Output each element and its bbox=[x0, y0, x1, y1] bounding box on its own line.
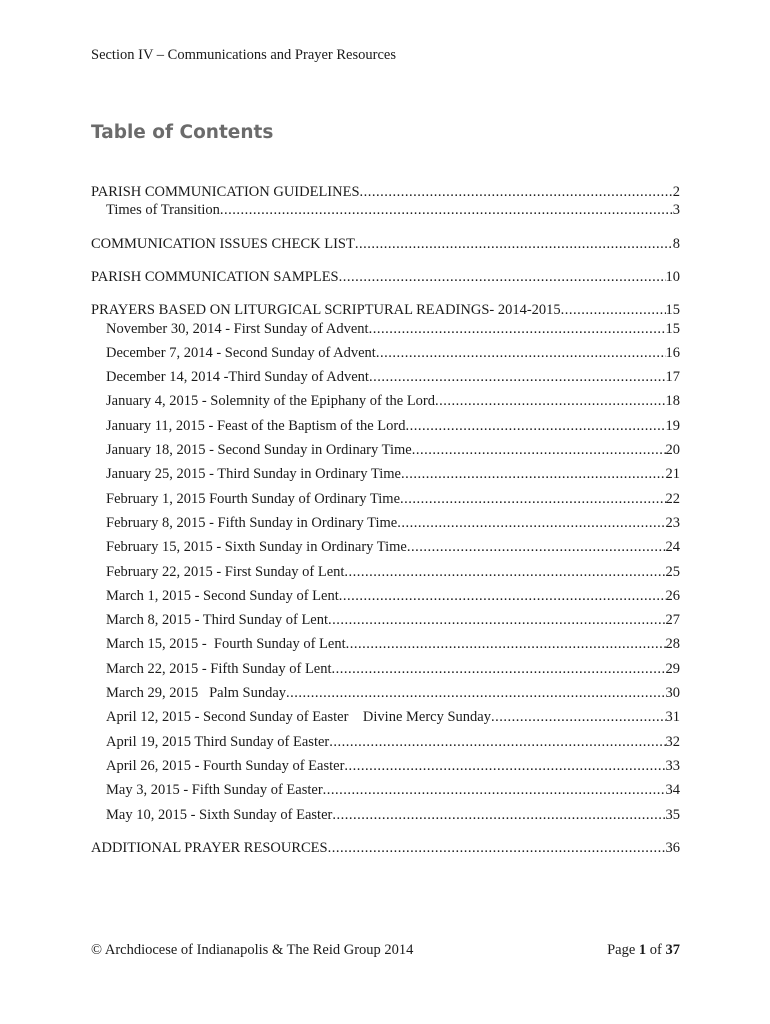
toc-entry-label: February 8, 2015 - Fifth Sunday in Ordinary Time bbox=[106, 515, 398, 531]
toc-entry-label: PARISH COMMUNICATION GUIDELINES bbox=[91, 184, 360, 200]
toc-entry-label: January 18, 2015 - Second Sunday in Ordinary Time bbox=[106, 442, 412, 458]
toc-entry-label: March 15, 2015 - Fourth Sunday of Lent bbox=[106, 636, 346, 652]
toc-entry-label: PRAYERS BASED ON LITURGICAL SCRIPTURAL READINGS- 2014-2015 bbox=[91, 302, 561, 318]
toc-entry-label: January 25, 2015 - Third Sunday in Ordinary Time bbox=[106, 466, 401, 482]
toc-entry-label: January 11, 2015 - Feast of the Baptism of the Lord bbox=[106, 418, 406, 434]
toc-entry[interactable] bbox=[106, 200, 680, 220]
toc-entry-page: 27 bbox=[665, 612, 680, 628]
toc-entry[interactable] bbox=[106, 416, 680, 436]
page-total: 37 bbox=[665, 942, 680, 958]
toc-entry-label: February 22, 2015 - First Sunday of Lent bbox=[106, 564, 345, 580]
toc-leader-dots bbox=[323, 780, 666, 800]
toc-leader-dots bbox=[332, 805, 665, 825]
toc-leader-dots bbox=[355, 234, 673, 254]
toc-leader-dots bbox=[220, 200, 673, 220]
toc-entry-page: 21 bbox=[665, 466, 680, 482]
toc-leader-dots bbox=[376, 343, 666, 363]
toc-entry-label: April 26, 2015 - Fourth Sunday of Easter bbox=[106, 758, 345, 774]
toc-entry[interactable] bbox=[106, 707, 680, 727]
toc-leader-dots bbox=[369, 367, 666, 387]
toc-entry-page: 18 bbox=[665, 393, 680, 409]
toc-leader-dots bbox=[339, 586, 666, 606]
toc-entry[interactable] bbox=[106, 489, 680, 509]
toc-entry[interactable] bbox=[106, 562, 680, 582]
toc-entry[interactable] bbox=[106, 683, 680, 703]
toc-entry[interactable] bbox=[106, 537, 680, 557]
toc-entry-page: 2 bbox=[672, 184, 680, 200]
toc-entry-page: 19 bbox=[665, 418, 680, 434]
toc-entry[interactable] bbox=[91, 838, 680, 858]
toc-leader-dots bbox=[328, 838, 666, 858]
toc-entry-page: 33 bbox=[665, 758, 680, 774]
toc-entry[interactable] bbox=[106, 319, 680, 339]
toc-entry-page: 17 bbox=[665, 369, 680, 385]
toc-entry-label: February 15, 2015 - Sixth Sunday in Ordinary Time bbox=[106, 539, 407, 555]
page-header: Section IV – Communications and Prayer Resources bbox=[91, 47, 396, 63]
toc-entry-label: March 29, 2015 Palm Sunday bbox=[106, 685, 287, 701]
toc-entry-page: 29 bbox=[665, 661, 680, 677]
toc-entry[interactable] bbox=[106, 634, 680, 654]
toc-entry[interactable] bbox=[106, 391, 680, 411]
toc-entry-page: 35 bbox=[665, 807, 680, 823]
toc-entry-page: 32 bbox=[665, 734, 680, 750]
toc-entry[interactable] bbox=[106, 780, 680, 800]
toc-entry[interactable] bbox=[106, 440, 680, 460]
toc-leader-dots bbox=[400, 489, 665, 509]
toc-leader-dots bbox=[286, 683, 665, 703]
toc-leader-dots bbox=[412, 440, 666, 460]
toc-entry-page: 10 bbox=[665, 269, 680, 285]
toc-leader-dots bbox=[397, 513, 665, 533]
toc-entry-page: 31 bbox=[665, 709, 680, 725]
toc-entry-label: April 12, 2015 - Second Sunday of Easter Divine Mercy Sunday bbox=[106, 709, 491, 725]
toc-entry-page: 22 bbox=[665, 491, 680, 507]
toc-entry[interactable] bbox=[106, 805, 680, 825]
toc-entry-label: May 10, 2015 - Sixth Sunday of Easter bbox=[106, 807, 333, 823]
toc-entry-page: 36 bbox=[665, 840, 680, 856]
toc-entry-page: 23 bbox=[665, 515, 680, 531]
toc-leader-dots bbox=[332, 659, 666, 679]
toc-leader-dots bbox=[369, 319, 666, 339]
toc-leader-dots bbox=[401, 464, 666, 484]
toc-entry-page: 26 bbox=[665, 588, 680, 604]
toc-entry[interactable] bbox=[106, 513, 680, 533]
toc-entry-label: December 7, 2014 - Second Sunday of Advent bbox=[106, 345, 376, 361]
toc-entry-page: 30 bbox=[665, 685, 680, 701]
toc-entry-label: March 1, 2015 - Second Sunday of Lent bbox=[106, 588, 339, 604]
toc-entry[interactable] bbox=[106, 732, 680, 752]
toc-entry-page: 34 bbox=[665, 782, 680, 798]
toc-leader-dots bbox=[339, 267, 666, 287]
toc-entry-page: 24 bbox=[665, 539, 680, 555]
toc-entry[interactable] bbox=[106, 756, 680, 776]
page-of: of bbox=[646, 942, 666, 958]
toc-entry[interactable] bbox=[91, 300, 680, 320]
toc-entry[interactable] bbox=[106, 586, 680, 606]
toc-entry-label: ADDITIONAL PRAYER RESOURCES bbox=[91, 840, 328, 856]
toc-leader-dots bbox=[360, 182, 673, 202]
toc-entry-page: 3 bbox=[672, 202, 680, 218]
toc-entry-label: May 3, 2015 - Fifth Sunday of Easter bbox=[106, 782, 323, 798]
toc-entry-page: 16 bbox=[665, 345, 680, 361]
toc-entry-label: April 19, 2015 Third Sunday of Easter bbox=[106, 734, 330, 750]
toc-entry-page: 15 bbox=[665, 321, 680, 337]
toc-leader-dots bbox=[328, 610, 665, 630]
toc-entry[interactable] bbox=[106, 464, 680, 484]
toc-leader-dots bbox=[405, 416, 665, 436]
footer-copyright: © Archdiocese of Indianapolis & The Reid Group 2014 bbox=[91, 942, 414, 958]
toc-entry[interactable] bbox=[106, 659, 680, 679]
toc-entry[interactable] bbox=[91, 267, 680, 287]
toc-entry[interactable] bbox=[106, 367, 680, 387]
toc-leader-dots bbox=[344, 756, 665, 776]
toc-entry-label: March 22, 2015 - Fifth Sunday of Lent bbox=[106, 661, 332, 677]
toc-entry-page: 28 bbox=[665, 636, 680, 652]
toc-entry-label: PARISH COMMUNICATION SAMPLES bbox=[91, 269, 339, 285]
toc-entry-label: November 30, 2014 - First Sunday of Advent bbox=[106, 321, 369, 337]
toc-entry-page: 8 bbox=[672, 236, 680, 252]
toc-entry-page: 15 bbox=[665, 302, 680, 318]
toc-leader-dots bbox=[491, 707, 666, 727]
toc-entry-label: Times of Transition bbox=[106, 202, 220, 218]
toc-leader-dots bbox=[561, 300, 666, 320]
toc-entry-page: 25 bbox=[665, 564, 680, 580]
toc-leader-dots bbox=[435, 391, 665, 411]
toc-entry-label: February 1, 2015 Fourth Sunday of Ordinary Time bbox=[106, 491, 401, 507]
page-prefix: Page bbox=[607, 942, 639, 958]
toc-entry[interactable] bbox=[106, 343, 680, 363]
toc-entry[interactable] bbox=[91, 182, 680, 202]
footer-page-number bbox=[607, 942, 680, 959]
toc-entry-label: March 8, 2015 - Third Sunday of Lent bbox=[106, 612, 329, 628]
page-current: 1 bbox=[638, 942, 647, 958]
toc-entry[interactable] bbox=[106, 610, 680, 630]
toc-entry-label: January 4, 2015 - Solemnity of the Epiphany of the Lord bbox=[106, 393, 436, 409]
toc-title: Table of Contents bbox=[91, 122, 274, 143]
toc-leader-dots bbox=[346, 634, 666, 654]
toc-entry[interactable] bbox=[91, 234, 680, 254]
toc-leader-dots bbox=[407, 537, 666, 557]
toc-leader-dots bbox=[329, 732, 665, 752]
toc-entry-label: December 14, 2014 -Third Sunday of Advent bbox=[106, 369, 369, 385]
toc-entry-label: COMMUNICATION ISSUES CHECK LIST bbox=[91, 236, 355, 252]
toc-entry-page: 20 bbox=[665, 442, 680, 458]
toc-leader-dots bbox=[344, 562, 665, 582]
